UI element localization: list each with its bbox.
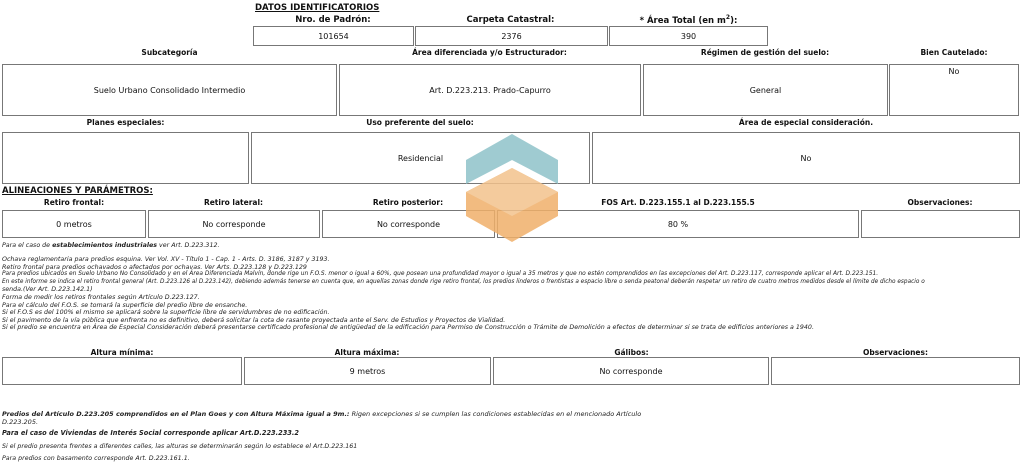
- section-title-alineaciones: ALINEACIONES Y PARÁMETROS:: [2, 186, 153, 196]
- area-label: * Área Total (en $m^2$):: [639, 14, 738, 26]
- observaciones-label-1: Observaciones:: [907, 198, 973, 207]
- note-line: Ochava reglamentaria para predios esquina. Ver Vol. XV - Título 1 - Cap. 1 - Arts. D. 3186, 3187 y 3193.: [2, 256, 330, 263]
- regimen-field: General: [643, 64, 888, 116]
- observaciones-field-2: [771, 357, 1020, 385]
- observaciones-field-1: [861, 210, 1020, 238]
- note-line: Para el cálculo del F.O.S. se tomará la superficie del predio libre de ensanche.: [2, 301, 248, 309]
- galibos-field: No corresponde: [493, 357, 769, 385]
- planes-field: [2, 132, 249, 184]
- area-field: 390: [609, 26, 768, 46]
- note-line: Retiro frontal para predios ochavados o afectados por ochavas. Ver Arts. D.223.128 y D.223.129: [2, 263, 307, 271]
- padron-label: Nro. de Padrón:: [295, 15, 371, 25]
- uso-field: Residencial: [251, 132, 590, 184]
- area-diferenciada-field: Art. D.223.213. Prado-Capurro: [339, 64, 641, 116]
- notes-block: [2, 256, 925, 332]
- industrial-note: Para el caso de establecimientos industriales ver Art. D.223.312.: [2, 242, 220, 249]
- note-line: Si el pavimento de la vía pública que enfrenta no es definitivo, deberá solicitar la cota de rasante proyectada ante el Serv. de Estudios y Proyectos de Vialidad.: [2, 316, 506, 324]
- fos-label: FOS Art. D.223.155.1 al D.223.155.5: [601, 198, 755, 207]
- note-line: Si el F.O.S es del 100% el mismo se aplicará sobre la superficie libre de servidumbres de no edificación.: [2, 309, 330, 317]
- retiro-posterior-field: No corresponde: [322, 210, 495, 238]
- retiro-lateral-label: Retiro lateral:: [203, 198, 264, 207]
- watermark-logo-icon: [464, 132, 560, 244]
- bien-cautelado-label: Bien Cautelado:: [920, 48, 988, 57]
- retiro-posterior-label: Retiro posterior:: [372, 198, 444, 207]
- footer-note-1: Predios del Artículo D.223.205 comprendidos en el Plan Goes y con Altura Máxima igual a 9m.: Rigen excepciones si se cumplen las condiciones establecidas en el mencionado Artículo: [2, 410, 642, 418]
- padron-field: 101654: [253, 26, 414, 46]
- carpeta-label: Carpeta Catastral:: [466, 15, 555, 25]
- retiro-frontal-label: Retiro frontal:: [43, 198, 105, 207]
- altura-maxima-field: 9 metros: [244, 357, 491, 385]
- footer-note-1b: D.223.205.: [2, 418, 39, 426]
- especial-field: No: [592, 132, 1020, 184]
- section-title-datos: DATOS IDENTIFICATORIOS: [255, 3, 380, 13]
- footer-note-4: Para predios con basamento corresponde Art. D.223.161.1.: [2, 455, 190, 462]
- footer-note-3: Si el predio presenta frentes a diferentes calles, las alturas se determinarán según lo establece el Art.D.223.161: [2, 443, 358, 450]
- regimen-label: Régimen de gestión del suelo:: [700, 48, 830, 57]
- altura-maxima-label: Altura máxima:: [334, 348, 400, 357]
- especial-label: Área de especial consideración.: [738, 118, 874, 127]
- fos-field: 80 %: [497, 210, 859, 238]
- planes-label: Planes especiales:: [86, 118, 165, 127]
- altura-minima-label: Altura mínima:: [90, 348, 154, 357]
- subcategoria-label: Subcategoría: [141, 48, 198, 57]
- galibos-label: Gálibos:: [614, 348, 649, 357]
- note-line: Si el predio se encuentra en Área de Especial Consideración deberá presentarse certificado profesional de antigüedad de la edificación para Permiso de Construcción o Trámite de Demolición a efectos de determinar si se trata de edificios anteriores a 1940.: [2, 324, 814, 332]
- carpeta-field: 2376: [415, 26, 608, 46]
- footer-note-2: Para el caso de Viviendas de Interés Social corresponde aplicar Art.D.223.233.2: [2, 429, 299, 437]
- note-line: En este informe se indica el retiro frontal general (Art. D.223.126 al D.223.142), debiendo además tenerse en cuenta que, en aquellas zonas donde rige retiro frontal, los predios linderos o frentistas a espacio libre o senda peatonal deberán respetar un retiro de cuatro metros medidos desde el límite de dicho espacio o: [2, 278, 925, 285]
- bien-cautelado-field: No: [889, 64, 1019, 116]
- area-diferenciada-label: Área diferenciada y/o Estructurador:: [412, 48, 567, 57]
- altura-minima-field: [2, 357, 242, 385]
- note-line: Forma de medir los retiros frontales según Artículo D.223.127.: [2, 293, 200, 301]
- note-line: senda.(Ver Art. D.223.142.1): [2, 286, 93, 294]
- note-line: Para predios ubicados en Suelo Urbano No Consolidado y en el Área Diferenciada Malvín, donde rige un F.O.S. menor o igual a 60%, que posean una profundidad mayor o igual a 35 metros y que no estén comprendidos en las excepciones del Art. D.223.117, corresponde aplicar el Art. D.223.151.: [2, 271, 879, 278]
- retiro-lateral-field: No corresponde: [148, 210, 320, 238]
- uso-label: Uso preferente del suelo:: [366, 118, 474, 127]
- retiro-frontal-field: 0 metros: [2, 210, 146, 238]
- observaciones-label-2: Observaciones:: [862, 348, 928, 357]
- subcategoria-field: Suelo Urbano Consolidado Intermedio: [2, 64, 337, 116]
